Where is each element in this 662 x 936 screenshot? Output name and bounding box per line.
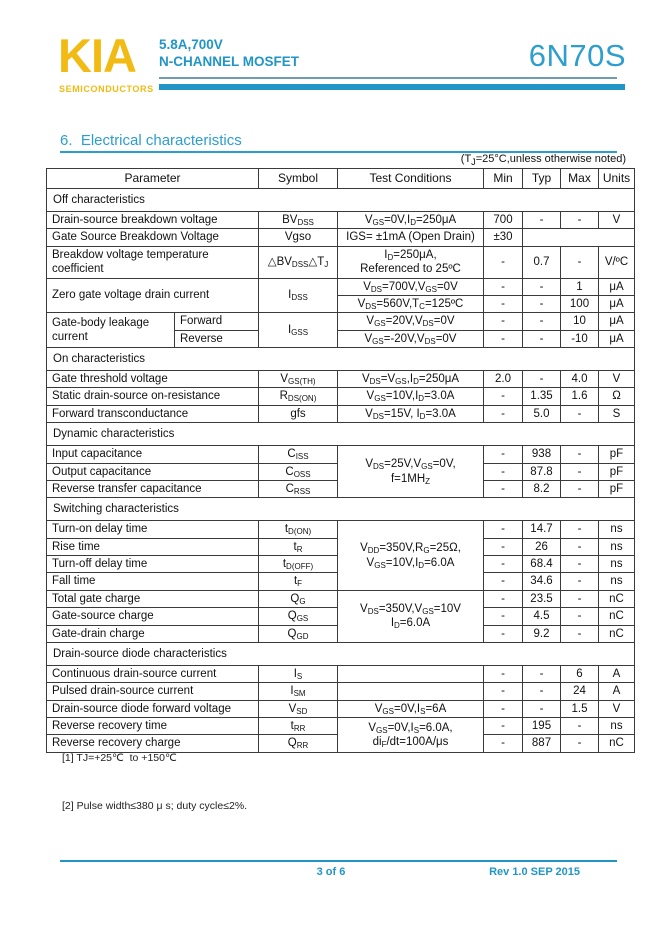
table-cell: μA: [599, 330, 635, 347]
table-cell: -10: [561, 330, 599, 347]
section-header-cell: Switching characteristics: [47, 498, 635, 521]
conditions-note: ($T_J=25^\circ C,unless$ otherwise noted): [460, 153, 626, 168]
table-cell: $V_{GS}=0V,I_S=6A$: [338, 700, 484, 717]
table-cell: V: [599, 212, 635, 229]
table-cell: V: [599, 371, 635, 388]
table-cell: Reverse transfer capacitance: [47, 480, 259, 497]
table-cell: ns: [599, 718, 635, 735]
kia-logo: KIA: [58, 29, 136, 82]
table-cell: Forward transconductance: [47, 405, 259, 422]
table-cell: $t_{D(OFF)}$: [259, 556, 338, 573]
table-cell: nC: [599, 625, 635, 642]
table-cell: 14.7: [523, 521, 561, 538]
table-cell: -: [561, 480, 599, 497]
table-cell: 6: [561, 665, 599, 682]
table-cell: $V_{GS}=10V,I_D=3.0A$: [338, 388, 484, 405]
section-row: [47, 498, 635, 521]
table-cell: $C_{ISS}$: [259, 446, 338, 463]
column-header: Typ: [523, 169, 561, 189]
table-cell: IGS= ±1mA (Open Drain): [338, 229, 484, 246]
table-cell: Output capacitance: [47, 463, 259, 480]
table-cell: ns: [599, 556, 635, 573]
table-cell: Drain-source breakdown voltage: [47, 212, 259, 229]
table-cell: 938: [523, 446, 561, 463]
table-row: [47, 278, 635, 295]
table-cell: 2.0: [484, 371, 523, 388]
table-cell: Vgso: [259, 229, 338, 246]
table-cell: -: [523, 313, 561, 330]
table-cell: 4.0: [561, 371, 599, 388]
table-cell: -: [523, 683, 561, 700]
table-cell: 26: [523, 538, 561, 555]
footnote-1: [1] TJ=+25℃ to +150℃: [62, 751, 177, 764]
table-cell: -: [484, 735, 523, 752]
table-cell: 10: [561, 313, 599, 330]
table-cell: Reverse: [175, 330, 259, 347]
table-cell: -: [484, 295, 523, 312]
table-cell: -: [484, 278, 523, 295]
table-cell: -: [561, 405, 599, 422]
table-cell: -: [484, 538, 523, 555]
table-cell: $V_{DS}=350V,V_{GS}=10V$ $I_D=6.0A$: [338, 590, 484, 642]
table-cell: 1.6: [561, 388, 599, 405]
table-cell: V: [599, 700, 635, 717]
section-row: [47, 348, 635, 371]
table-cell: $V_{DS}=700V,V_{GS}=0V$: [338, 278, 484, 295]
table-cell: $V_{GS(TH)}$: [259, 371, 338, 388]
table-cell: [523, 229, 635, 246]
table-cell: $t_{D(ON)}$: [259, 521, 338, 538]
table-cell: Forward: [175, 313, 259, 330]
table-cell: 34.6: [523, 573, 561, 590]
table-cell: -: [561, 246, 599, 278]
table-cell: pF: [599, 446, 635, 463]
column-header: Parameter: [47, 169, 259, 189]
table-cell: Pulsed drain-source current: [47, 683, 259, 700]
table-cell: Reverse recovery time: [47, 718, 259, 735]
table-cell: -: [484, 683, 523, 700]
table-cell: $V_{DS}=V_{GS},I_D=250\mu A$: [338, 371, 484, 388]
spec-table-body: [47, 189, 635, 753]
section-title: 6. Electrical characteristics: [60, 132, 617, 153]
table-cell: 68.4: [523, 556, 561, 573]
table-cell: -: [523, 330, 561, 347]
section-row: [47, 423, 635, 446]
table-cell: μA: [599, 278, 635, 295]
table-cell: 23.5: [523, 590, 561, 607]
table-cell: 87.8: [523, 463, 561, 480]
table-cell: $Q_{GD}$: [259, 625, 338, 642]
table-row: [47, 446, 635, 463]
table-cell: -: [523, 278, 561, 295]
table-cell: Zero gate voltage drain current: [47, 278, 259, 313]
section-header-cell: On characteristics: [47, 348, 635, 371]
column-header: Test Conditions: [338, 169, 484, 189]
table-cell: Breakdow voltage temperature coefficient: [47, 246, 259, 278]
table-cell: Fall time: [47, 573, 259, 590]
table-cell: S: [599, 405, 635, 422]
table-cell: [338, 665, 484, 682]
table-cell: [338, 683, 484, 700]
table-cell: 8.2: [523, 480, 561, 497]
table-cell: Rise time: [47, 538, 259, 555]
table-header-row: [47, 169, 635, 189]
table-cell: $V_{GS}=0V,I_S=6.0A$, $di_F/dt=100A/\mu s$: [338, 718, 484, 753]
device-type: N-CHANNEL MOSFET: [159, 54, 299, 69]
table-cell: -: [484, 480, 523, 497]
table-cell: nC: [599, 590, 635, 607]
table-cell: -: [484, 608, 523, 625]
table-cell: $C_{OSS}$: [259, 463, 338, 480]
table-cell: -: [523, 295, 561, 312]
table-cell: -: [561, 608, 599, 625]
section-header-cell: Dynamic characteristics: [47, 423, 635, 446]
table-cell: $V_{DS}=560V,T_C=125ºC$: [338, 295, 484, 312]
table-cell: pF: [599, 480, 635, 497]
table-cell: $V_{DS}=25V,V_{GS}=0V$, $f=1MH_Z$: [338, 446, 484, 498]
table-cell: 24: [561, 683, 599, 700]
table-row: [47, 700, 635, 717]
table-cell: $V_{DD}=350V,R_G=25\Omega$, $V_{GS}=10V,I_D=6.0A$: [338, 521, 484, 591]
table-cell: -: [561, 735, 599, 752]
table-cell: -: [523, 371, 561, 388]
table-cell: $I_{SM}$: [259, 683, 338, 700]
table-cell: -: [561, 590, 599, 607]
section-row: [47, 642, 635, 665]
table-cell: $t_{RR}$: [259, 718, 338, 735]
table-cell: 4.5: [523, 608, 561, 625]
table-cell: Gate-source charge: [47, 608, 259, 625]
table-row: [47, 665, 635, 682]
table-cell: 887: [523, 735, 561, 752]
table-cell: -: [484, 330, 523, 347]
part-number: 6N70S: [528, 38, 626, 73]
table-cell: -: [523, 665, 561, 682]
table-cell: Static drain-source on-resistance: [47, 388, 259, 405]
table-cell: -: [484, 521, 523, 538]
table-cell: $C_{RSS}$: [259, 480, 338, 497]
table-cell: Gate-drain charge: [47, 625, 259, 642]
table-cell: $Q_{GS}$: [259, 608, 338, 625]
table-cell: -: [484, 590, 523, 607]
table-cell: $V_{GS}=20V,V_{DS}=0V$: [338, 313, 484, 330]
table-cell: nC: [599, 608, 635, 625]
table-cell: $t_R$: [259, 538, 338, 555]
table-row: [47, 521, 635, 538]
table-cell: -: [484, 388, 523, 405]
table-cell: Turn-on delay time: [47, 521, 259, 538]
table-cell: -: [484, 718, 523, 735]
table-cell: Reverse recovery charge: [47, 735, 259, 752]
table-row: [47, 371, 635, 388]
table-cell: -: [484, 313, 523, 330]
table-row: [47, 212, 635, 229]
table-cell: μA: [599, 313, 635, 330]
table-cell: $Q_G$: [259, 590, 338, 607]
table-cell: 9.2: [523, 625, 561, 642]
table-cell: $V_{GS}=-20V,V_{DS}=0V$: [338, 330, 484, 347]
table-cell: -: [484, 246, 523, 278]
table-cell: ns: [599, 573, 635, 590]
table-cell: Drain-source diode forward voltage: [47, 700, 259, 717]
footnote-2: [2] Pulse width≤380 μ s; duty cycle≤2%.: [62, 800, 248, 813]
table-cell: -: [484, 463, 523, 480]
table-row: [47, 590, 635, 607]
table-cell: $I_{DSS}$: [259, 278, 338, 313]
table-cell: ±30: [484, 229, 523, 246]
table-cell: ns: [599, 521, 635, 538]
table-cell: $I_S$: [259, 665, 338, 682]
table-row: [47, 229, 635, 246]
table-cell: -: [484, 556, 523, 573]
header-rule-thick: [159, 84, 625, 90]
table-cell: -: [484, 446, 523, 463]
column-header: Max: [561, 169, 599, 189]
table-row: [47, 683, 635, 700]
table-cell: Gate threshold voltage: [47, 371, 259, 388]
device-rating: 5.8A,700V: [159, 37, 223, 52]
table-cell: $V_{DS}=15V$, $I_D=3.0A$: [338, 405, 484, 422]
section-header-cell: Off characteristics: [47, 189, 635, 212]
table-cell: 700: [484, 212, 523, 229]
table-cell: 195: [523, 718, 561, 735]
table-cell: -: [561, 718, 599, 735]
table-cell: 0.7: [523, 246, 561, 278]
revision-label: Rev 1.0 SEP 2015: [489, 866, 580, 878]
table-row: [47, 405, 635, 422]
table-cell: -: [561, 446, 599, 463]
section-row: [47, 189, 635, 212]
table-cell: nC: [599, 735, 635, 752]
table-cell: -: [561, 538, 599, 555]
table-cell: -: [484, 573, 523, 590]
page-number: 3 of 6: [316, 866, 346, 878]
table-cell: Continuous drain-source current: [47, 665, 259, 682]
section-header-cell: Drain-source diode characteristics: [47, 642, 635, 665]
table-cell: 1.5: [561, 700, 599, 717]
table-cell: pF: [599, 463, 635, 480]
table-cell: $I_D=250\mu A$, Referenced to 25ºC: [338, 246, 484, 278]
table-cell: $BV_{DSS}$: [259, 212, 338, 229]
table-cell: Gate-body leakage current: [47, 313, 175, 348]
electrical-characteristics-table: [46, 168, 635, 753]
column-header: Units: [599, 169, 635, 189]
logo-subtitle: SEMICONDUCTORS: [59, 84, 154, 94]
table-row: [47, 388, 635, 405]
table-cell: $\triangle BV_{DSS}\triangle T_J$: [259, 246, 338, 278]
table-cell: -: [484, 405, 523, 422]
table-cell: -: [523, 700, 561, 717]
table-cell: $V_{GS}=0V,I_D=250\mu A$: [338, 212, 484, 229]
table-cell: -: [484, 665, 523, 682]
table-cell: ns: [599, 538, 635, 555]
table-cell: -: [561, 625, 599, 642]
table-cell: -: [561, 573, 599, 590]
table-cell: Input capacitance: [47, 446, 259, 463]
table-cell: -: [484, 700, 523, 717]
table-cell: 5.0: [523, 405, 561, 422]
footer-rule: [60, 860, 617, 862]
table-cell: 1.35: [523, 388, 561, 405]
table-cell: Ω: [599, 388, 635, 405]
table-cell: -: [561, 521, 599, 538]
table-cell: 100: [561, 295, 599, 312]
table-cell: -: [523, 212, 561, 229]
table-cell: $t_F$: [259, 573, 338, 590]
table-cell: 1: [561, 278, 599, 295]
table-cell: -: [561, 556, 599, 573]
table-cell: A: [599, 665, 635, 682]
footnotes: [62, 717, 247, 847]
table-cell: -: [561, 212, 599, 229]
table-row: [47, 313, 635, 330]
table-cell: $I_{GSS}$: [259, 313, 338, 348]
table-cell: μA: [599, 295, 635, 312]
table-cell: A: [599, 683, 635, 700]
column-header: Min: [484, 169, 523, 189]
table-cell: Turn-off delay time: [47, 556, 259, 573]
table-cell: $Q_{RR}$: [259, 735, 338, 752]
table-row: [47, 246, 635, 278]
table-cell: -: [484, 625, 523, 642]
table-cell: Gate Source Breakdown Voltage: [47, 229, 259, 246]
table-cell: Total gate charge: [47, 590, 259, 607]
header-rule-thin: [159, 77, 617, 79]
table-cell: gfs: [259, 405, 338, 422]
table-cell: $V_{SD}$: [259, 700, 338, 717]
column-header: Symbol: [259, 169, 338, 189]
table-cell: $R_{DS(ON)}$: [259, 388, 338, 405]
table-cell: V/ºC: [599, 246, 635, 278]
table-cell: -: [561, 463, 599, 480]
